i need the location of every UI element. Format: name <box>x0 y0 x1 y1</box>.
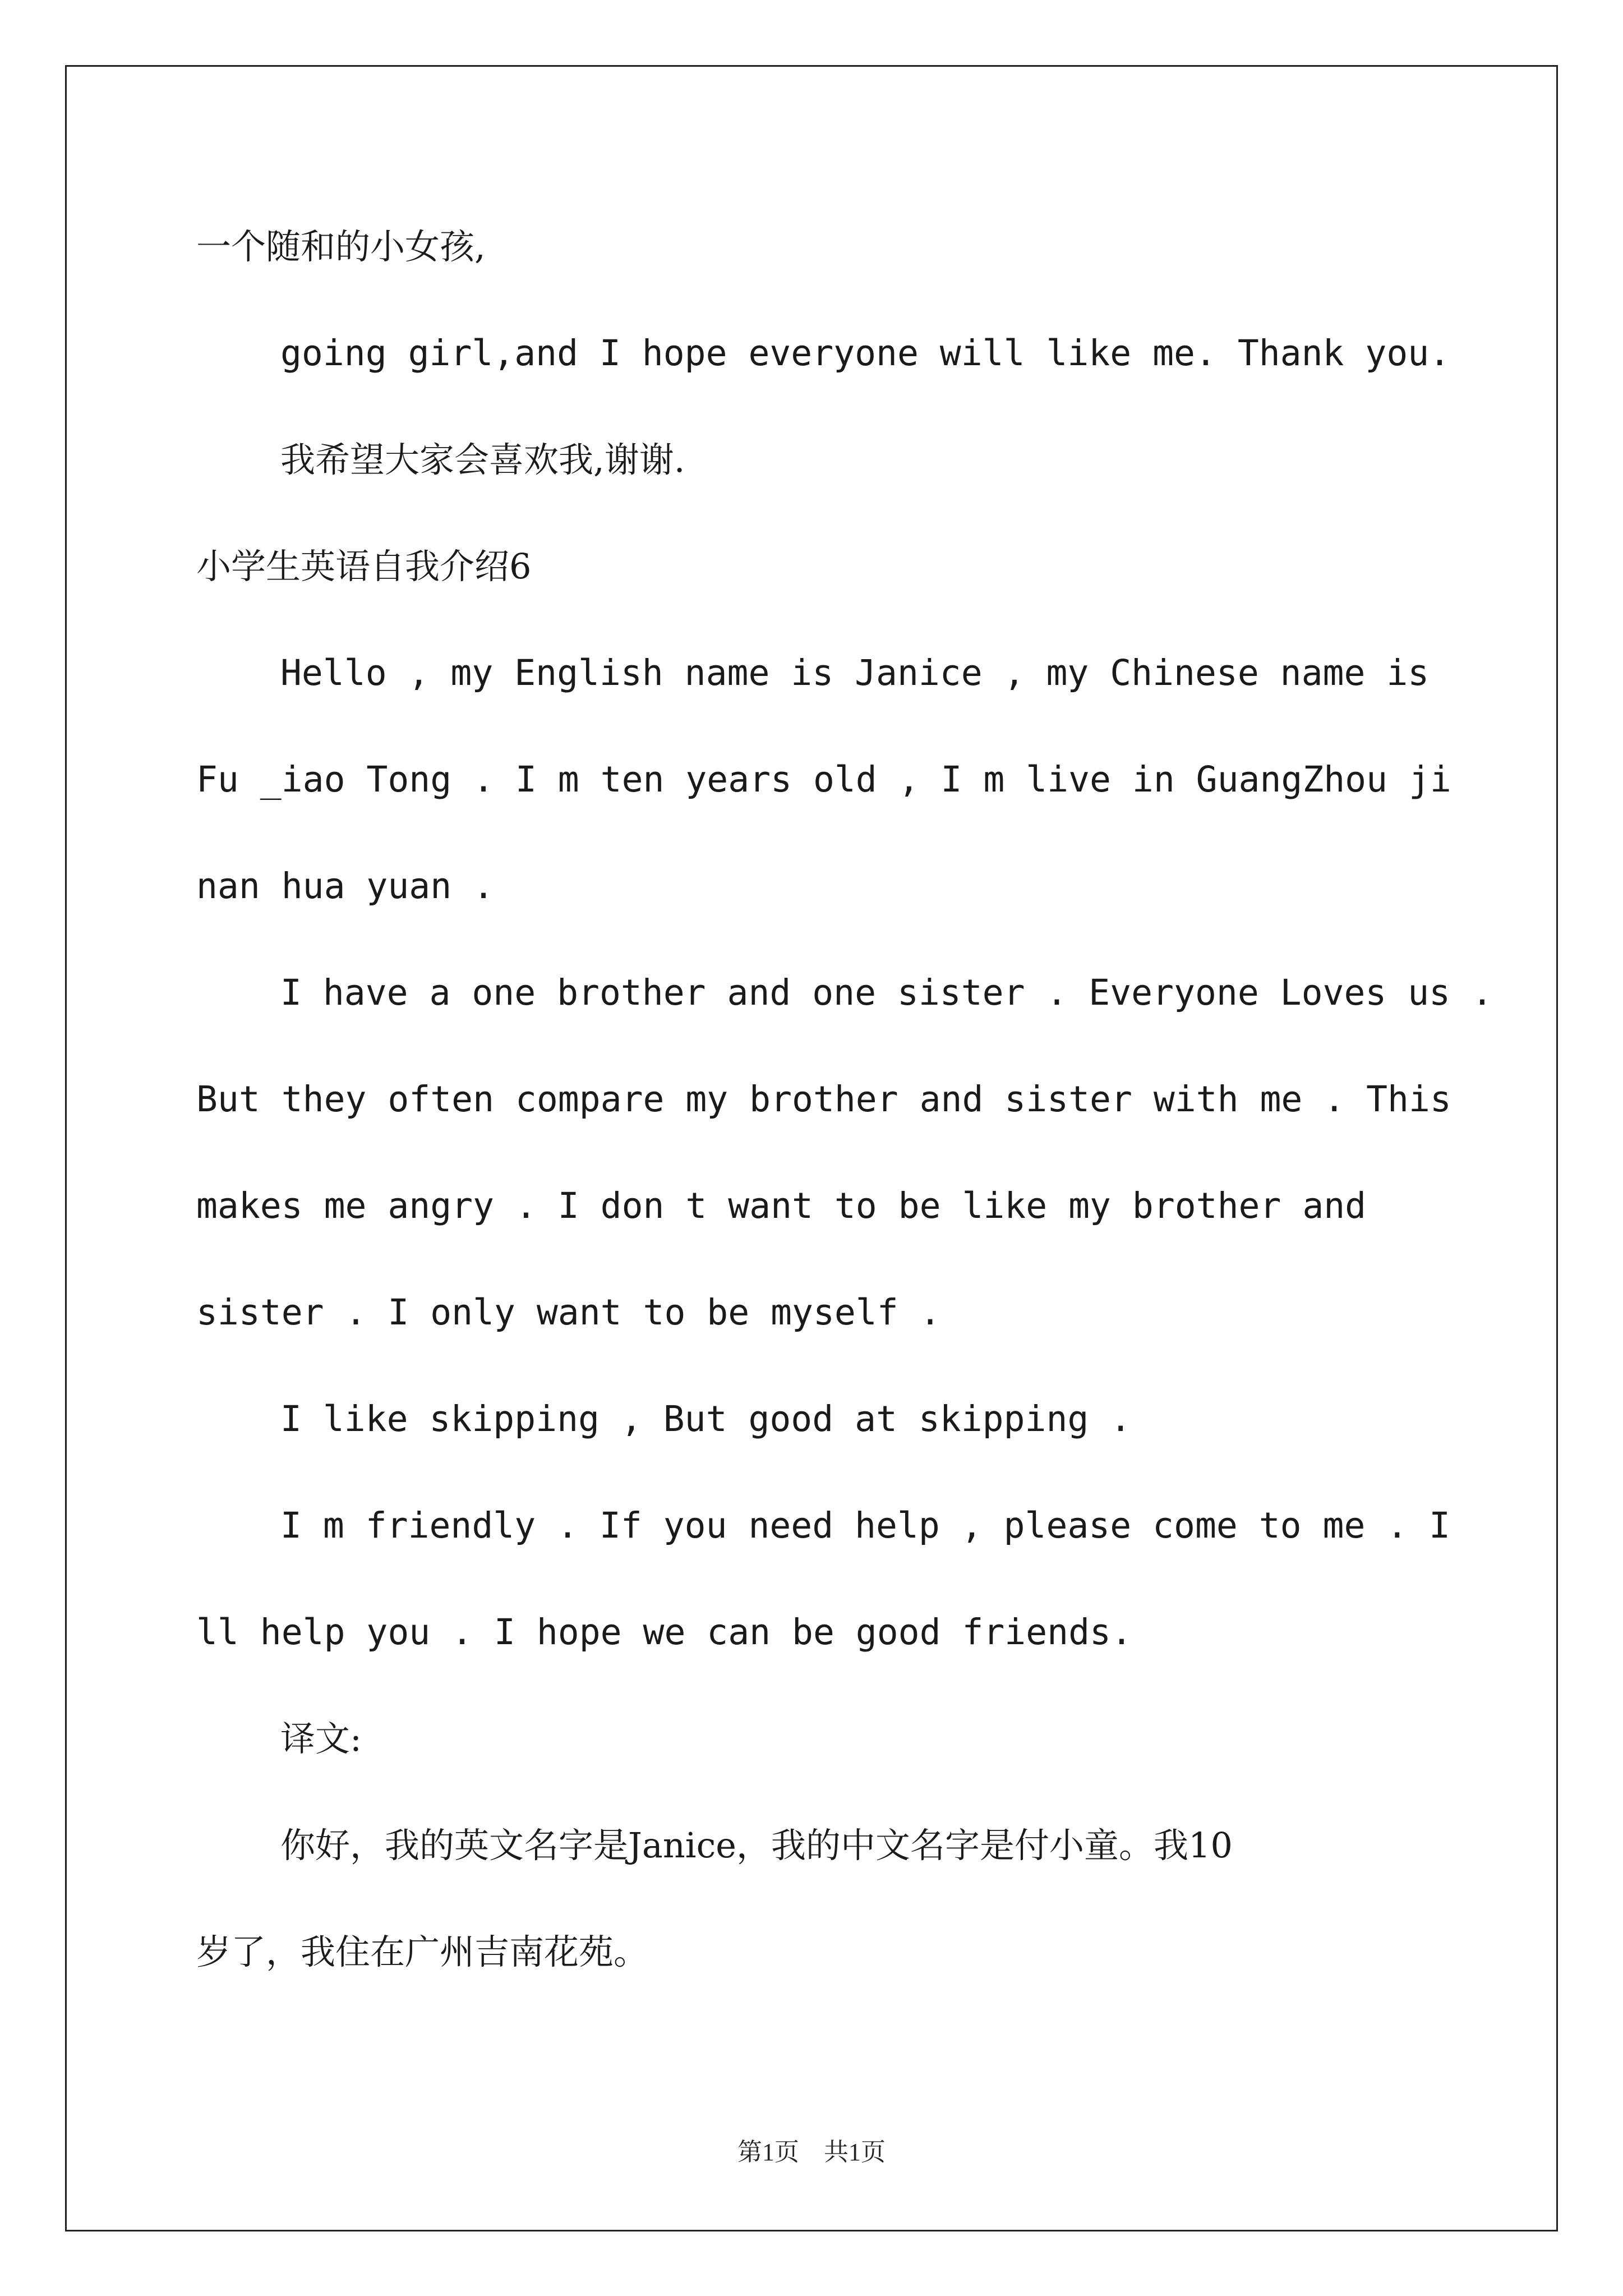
text-line-3: 我希望大家会喜欢我,谢谢. <box>280 439 685 480</box>
page-border <box>65 65 1558 2231</box>
text-line-16: 你好，我的英文名字是Janice，我的中文名字是付小童。我10 <box>280 1825 1233 1866</box>
text-line-1: 一个随和的小女孩, <box>196 226 486 267</box>
page-number-footer: 第1页 共1页 <box>737 2138 886 2166</box>
text-line-13: I m friendly . If you need help , please come to me . I <box>280 1505 1451 1546</box>
text-line-2: going girl,and I hope everyone will like me. Thank you. <box>280 333 1451 374</box>
text-line-17: 岁了，我住在广州吉南花苑。 <box>196 1931 649 1972</box>
text-line-12: I like skipping , But good at skipping . <box>280 1398 1132 1439</box>
text-line-10: makes me angry . I don t want to be like my brother and <box>196 1185 1367 1226</box>
text-line-5: Hello , my English name is Janice , my Chinese name is <box>280 652 1430 693</box>
text-line-7: nan hua yuan . <box>196 866 495 907</box>
text-line-11: sister . I only want to be myself . <box>196 1292 941 1333</box>
text-line-8: I have a one brother and one sister . Everyone Loves us . <box>280 972 1493 1013</box>
text-line-9: But they often compare my brother and sister with me . This <box>196 1079 1451 1120</box>
text-line-6: Fu _iao Tong . I m ten years old , I m live in GuangZhou ji <box>196 759 1451 800</box>
text-line-14: ll help you . I hope we can be good friends. <box>196 1612 1132 1653</box>
translation-heading: 译文: <box>280 1718 362 1759</box>
section-heading: 小学生英语自我介绍6 <box>196 546 532 587</box>
